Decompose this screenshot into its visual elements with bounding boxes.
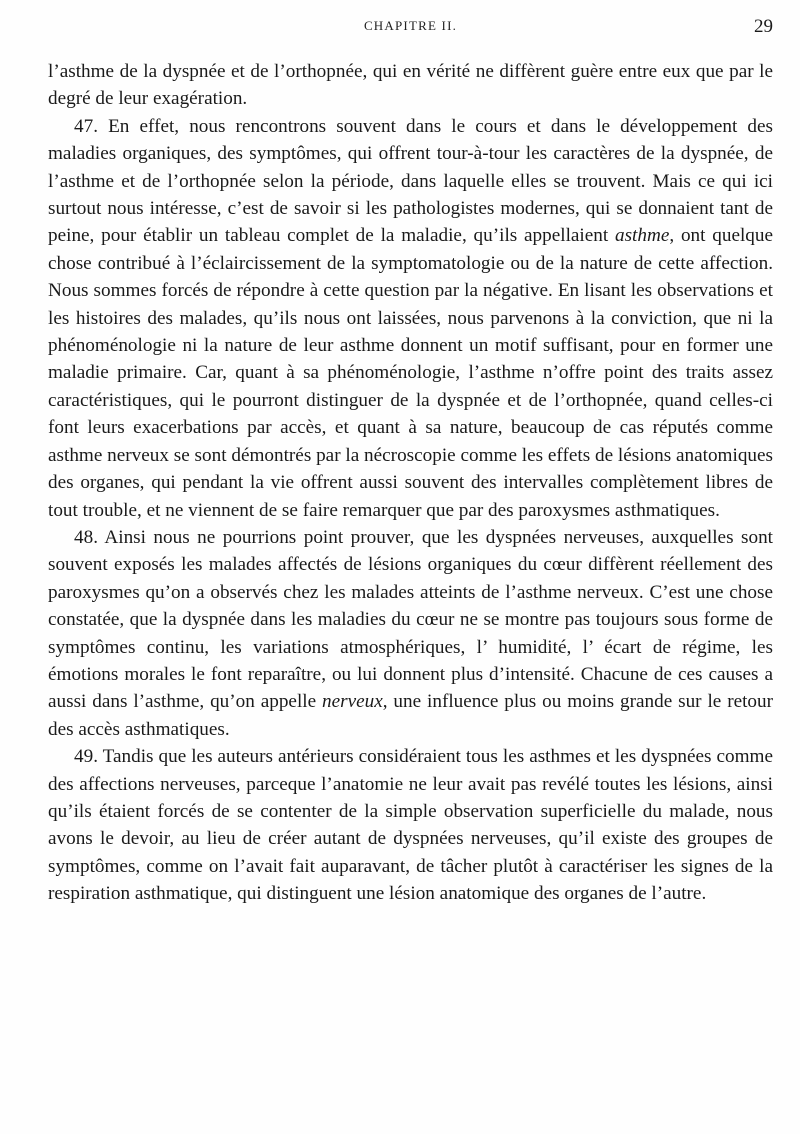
- paragraph-text: , une influence plus ou moins grande sur le retour des accès asthmatiques.: [48, 691, 774, 740]
- page-number: 29: [754, 16, 773, 37]
- paragraph-text: l’asthme de la dyspnée et de l’orthopnée, qui en vérité ne diffèrent guère entre eux que par le degré de leur exagération.: [48, 61, 773, 110]
- paragraph-text: 49. Tandis que les auteurs antérieurs considéraient tous les asthmes et les dyspnées comme des affections nerveuses, parceque l’anatomie ne leur avait pas revélé toutes les lésions, ainsi qu’ils étaient forcés de se contenter de la simple observation superficielle du malade, nous avons le devoir, au lieu de créer autant de dyspnées nerveuses, qu’il existe des groupes de symptômes, comme on l’avait fait auparavant, de tâcher plutôt à caractériser les signes de la respiration asthmatique, qui distinguent une lésion anatomique des organes de l’autre.: [48, 746, 773, 905]
- paragraph-text: 47. En effet, nous rencontrons souvent dans le cours et dans le développement des maladies organiques, des symptômes, qui offrent tour-à-tour les caractères de la dyspnée, de l’asthme et de l’orthopnée selon la période, dans laquelle elles se trouvent. Mais ce qui ici surtout nous intéresse, c’est de savoir si les pathologistes modernes, qui se donnaient tant de peine, pour établir un tableau complet de la maladie, qu’ils appellaient: [48, 115, 773, 247]
- paragraph-text: , ont quelque chose contribué à l’éclaircissement de la symptomatologie ou de la nature de cette affection. Nous sommes forcés de répondre à cette question par la négative. En lisant les observations et les histoires des malades, qu’ils nous ont laissées, nous parvenons à la conviction, que ni la phénoménologie ni la nature de leur asthme donnent un motif suffisant, pour en former une maladie primaire. Car, quant à sa phénoménologie, l’asthme n’offre point des traits assez caractéristiques, qui le pourront distinguer de la dyspnée et de l’orthopnée, quand celles-ci font leurs exacerbations par accès, et quant à sa nature, beaucoup de cas réputés comme asthme nerveux se sont démontrés par la nécroscopie comme les effets de lésions anatomiques des organes, qui pendant la vie offrent aussi souvent des intervalles complètement libres de tout trouble, et ne viennent de se faire remarquer que par des paroxysmes asthmatiques.: [48, 225, 773, 521]
- paragraph-49: [48, 743, 773, 907]
- running-title: CHAPITRE II.: [363, 18, 458, 33]
- paragraph-47: [48, 113, 773, 524]
- italic-term: nerveux: [322, 691, 383, 713]
- paragraph-text: 48. Ainsi nous ne pourrions point prouver, que les dyspnées nerveuses, auxquelles sont souvent exposés les malades affectés de lésions organiques du cœur diffèrent réellement des paroxysmes qu’on a observés chez les malades atteints de l’asthme nerveux. C’est une chose constatée, que la dyspnée dans les maladies du cœur ne se montre pas toujours sous forme de symptômes continu, les variations atmosphériques, l’ humidité, l’ écart de régime, les émotions morales le font reparaître, ou lui donnent plus d’intensité. Chacune de ces causes a aussi dans l’asthme, qu’on appelle: [48, 526, 773, 713]
- page-header: [48, 16, 773, 42]
- body-text: [48, 58, 773, 908]
- paragraph-48: [48, 524, 773, 743]
- italic-term: asthme: [615, 225, 670, 247]
- paragraph-continuation: [48, 58, 773, 113]
